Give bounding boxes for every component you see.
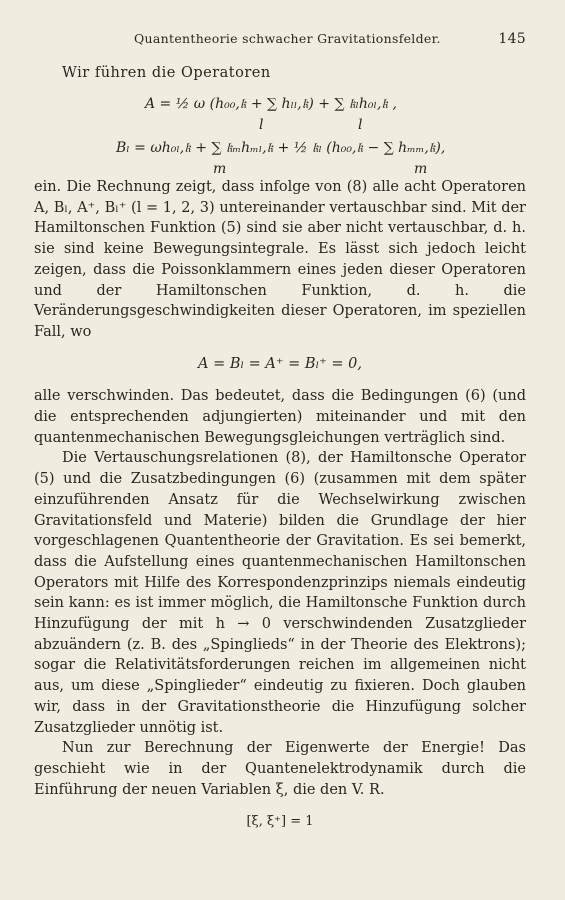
body-text — [34, 177, 526, 845]
equation-vanishing: A = Bₗ = A⁺ = Bₗ⁺ = 0, — [198, 355, 362, 372]
intro-line: Wir führen die Operatoren — [62, 65, 271, 81]
equation-A-text: A = ½ ω (h₀₀,𝔨 + ∑ hₗₗ,𝔨) + ∑ 𝔨ₗh₀ₗ,𝔨 , — [145, 96, 397, 112]
running-header — [134, 31, 526, 46]
equation-B-definition — [116, 140, 445, 156]
paragraph-1: ein. Die Rechnung zeigt, dass infolge von (8) alle acht Operatoren A, Bₗ, A⁺, Bₗ⁺ (l = 1, 2, 3) untereinander vertauschbar sind. Mit der Hamiltonschen Funktion (5) sind sie aber nicht vertauschbar, d. h. sie sind keine Bewegungsintegrale. Es lässt sich jedoch leicht zeigen, dass die Poissonklammern eines jeden dieser Operatoren und der Hamiltonschen Funktion, d. h. die Veränderungsgeschwindigkeiten dieser Operatoren, im speziellen Fall, wo — [34, 179, 526, 340]
sum-index-m-2: m — [414, 161, 428, 177]
paragraph-4: Nun zur Berechnung der Eigenwerte der Energie! Das geschieht wie in der Quantenelektrodynamik durch die Einführung der neuen Variablen ξ, die den V. R. — [34, 740, 526, 798]
sum-index-l-1: l — [259, 117, 264, 133]
paragraph-3: Die Vertauschungsrelationen (8), der Hamiltonsche Operator (5) und die Zusatzbedingungen (6) (zusammen mit dem später einzuführenden Ansatz für die Wechselwirkung zwischen Gravitationsfeld und Materie) bilden die Grundlage der hier vorgeschlagenen Quantentheorie der Gravitation. Es sei bemerkt, dass die Aufstellung eines quantenmechanischen Hamiltonschen Operators mit Hilfe des Korrespondenzprinzips niemals eindeutig sein kann: es ist immer möglich, die Hamiltonsche Funktion durch Hinzufügung der mit h → 0 verschwindenden Zusatzglieder abzuändern (z. B. des „Spinglieds“ in der Theorie des Elektrons); sogar die Relativitätsforderungen reichen im allgemeinen nicht aus, um diese „Spinglieder“ eindeutig zu fixieren. Doch glauben wir, dass in der Gravitationstheorie die Hinzufügung solcher Zusatzglieder unnötig ist. — [34, 450, 526, 736]
paragraph-2: alle verschwinden. Das bedeutet, dass die Bedingungen (6) (und die entsprechenden adjungierten) miteinander und mit den quantenmechanischen Bewegungsgleichungen verträglich sind. — [34, 388, 526, 446]
running-title: Quantentheorie schwacher Gravitationsfelder. — [134, 31, 441, 46]
equation-B-text: Bₗ = ωh₀ₗ,𝔨 + ∑ 𝔨ₘhₘₗ,𝔨 + ½ 𝔨ₗ (h₀₀,𝔨 − ∑ hₘₘ,𝔨), — [116, 140, 446, 156]
page-number: 145 — [498, 31, 526, 47]
equation-commutator: [ξ, ξ⁺] = 1 — [246, 814, 314, 830]
equation-A-definition — [145, 96, 397, 112]
sum-index-m-1: m — [213, 161, 227, 177]
sum-index-l-2: l — [358, 117, 363, 133]
